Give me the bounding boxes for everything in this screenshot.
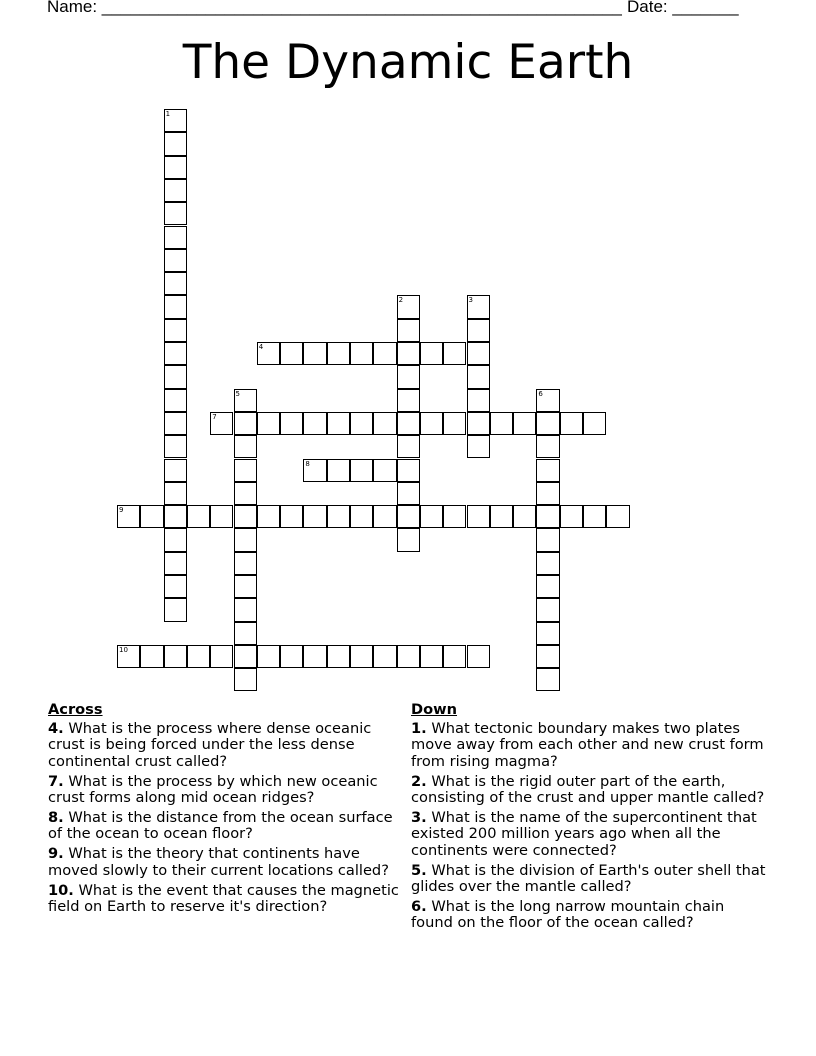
grid-cell[interactable] — [164, 132, 187, 155]
grid-cell[interactable] — [583, 505, 606, 528]
grid-cell[interactable] — [420, 505, 443, 528]
grid-cell[interactable] — [373, 459, 396, 482]
clue-number: 4 — [258, 343, 264, 351]
grid-cell[interactable] — [234, 435, 257, 458]
grid-cell[interactable] — [210, 412, 233, 435]
clue-across: 4. What is the process where dense oceanic crust is being forced under the less dense continental crust called? — [48, 720, 372, 770]
grid-cell[interactable] — [397, 482, 420, 505]
grid-cell[interactable] — [467, 435, 490, 458]
grid-cell[interactable] — [210, 645, 233, 668]
clue-number: 8 — [305, 459, 310, 468]
clue-number: 3 — [468, 296, 473, 305]
grid-cell[interactable] — [513, 505, 536, 528]
grid-cell[interactable] — [327, 505, 350, 528]
grid-cell[interactable] — [536, 598, 559, 621]
clue-number: 5 — [235, 389, 240, 398]
grid-cell[interactable] — [536, 575, 559, 598]
grid-cell[interactable] — [234, 482, 257, 505]
grid-cell[interactable] — [327, 342, 350, 365]
grid-cell[interactable] — [164, 272, 187, 295]
grid-cell[interactable] — [164, 179, 187, 202]
grid-cell[interactable] — [536, 528, 559, 551]
grid-cell[interactable] — [373, 342, 396, 365]
grid-cell[interactable] — [234, 575, 257, 598]
grid-cell[interactable] — [467, 319, 490, 342]
grid-cell[interactable] — [164, 249, 187, 272]
grid-cell[interactable] — [467, 645, 490, 668]
grid-cell[interactable] — [187, 505, 210, 528]
clue-down: 3. What is the name of the supercontinent that existed 200 million years ago when all the continents were connected? — [411, 809, 757, 859]
grid-cell[interactable] — [164, 156, 187, 179]
grid-cell[interactable] — [164, 459, 187, 482]
grid-cell[interactable] — [164, 645, 187, 668]
grid-cell[interactable] — [536, 435, 559, 458]
grid-cell[interactable] — [443, 505, 466, 528]
grid-cell[interactable] — [164, 365, 187, 388]
grid-cell[interactable] — [373, 645, 396, 668]
grid-cell[interactable] — [536, 645, 559, 668]
grid-cell[interactable] — [303, 645, 326, 668]
clue-across: 9. What is the theory that continents have moved slowly to their current locations called? — [48, 845, 389, 879]
grid-cell[interactable] — [164, 319, 187, 342]
grid-cell[interactable] — [536, 482, 559, 505]
grid-cell[interactable] — [420, 412, 443, 435]
grid-cell[interactable] — [467, 505, 490, 528]
grid-cell[interactable] — [164, 342, 187, 365]
grid-cell[interactable] — [327, 645, 350, 668]
grid-cell[interactable] — [117, 645, 140, 668]
grid-cell[interactable] — [303, 459, 326, 482]
grid-cell[interactable] — [490, 505, 513, 528]
clue-number: 1 — [165, 110, 171, 118]
grid-cell[interactable] — [164, 389, 187, 412]
clue-down: 2. What is the rigid outer part of the earth, consisting of the crust and upper mantle called? — [411, 772, 765, 806]
grid-cell[interactable] — [303, 505, 326, 528]
grid-cell[interactable] — [280, 505, 303, 528]
name-field-label[interactable]: Name: _______________________________________________________ — [47, 0, 622, 16]
grid-cell[interactable] — [490, 412, 513, 435]
grid-cell[interactable] — [443, 645, 466, 668]
date-field-label[interactable]: Date: _______ — [627, 0, 739, 16]
grid-cell[interactable] — [397, 505, 420, 528]
grid-cell[interactable] — [164, 109, 187, 132]
grid-cell[interactable] — [164, 598, 187, 621]
clue-number: 7 — [212, 412, 217, 421]
grid-cell[interactable] — [164, 482, 187, 505]
grid-cell[interactable] — [164, 412, 187, 435]
down-heading: Down — [411, 701, 458, 718]
grid-cell[interactable] — [536, 552, 559, 575]
grid-cell[interactable] — [536, 412, 559, 435]
grid-cell[interactable] — [257, 412, 280, 435]
grid-cell[interactable] — [397, 365, 420, 388]
grid-cell[interactable] — [467, 342, 490, 365]
grid-cell[interactable] — [397, 528, 420, 551]
grid-cell[interactable] — [467, 365, 490, 388]
grid-cell[interactable] — [536, 622, 559, 645]
across-heading: Across — [48, 701, 103, 718]
clue-across: 8. What is the distance from the ocean surface of the ocean to ocean floor? — [48, 809, 393, 843]
clue-number: 10 — [119, 645, 128, 654]
grid-cell[interactable] — [140, 505, 163, 528]
grid-cell[interactable] — [234, 622, 257, 645]
grid-cell[interactable] — [420, 342, 443, 365]
grid-cell[interactable] — [187, 645, 210, 668]
grid-cell[interactable] — [234, 528, 257, 551]
grid-cell[interactable] — [350, 459, 373, 482]
grid-cell[interactable] — [210, 505, 233, 528]
grid-cell[interactable] — [234, 389, 257, 412]
grid-cell[interactable] — [443, 412, 466, 435]
grid-cell[interactable] — [257, 505, 280, 528]
grid-cell[interactable] — [397, 319, 420, 342]
clue-across: 10. What is the event that causes the magnetic field on Earth to reserve it's direction? — [48, 881, 399, 916]
grid-cell[interactable] — [234, 552, 257, 575]
grid-cell[interactable] — [467, 412, 490, 435]
across-clues — [48, 701, 400, 919]
grid-cell[interactable] — [397, 389, 420, 412]
grid-cell[interactable] — [397, 342, 420, 365]
grid-cell[interactable] — [350, 505, 373, 528]
down-clues — [411, 701, 769, 936]
clue-number: 6 — [538, 389, 543, 398]
grid-cell[interactable] — [140, 645, 163, 668]
grid-cell[interactable] — [234, 412, 257, 435]
grid-cell[interactable] — [560, 412, 583, 435]
grid-cell[interactable] — [443, 342, 466, 365]
grid-cell[interactable] — [280, 412, 303, 435]
grid-cell[interactable] — [373, 412, 396, 435]
grid-cell[interactable] — [234, 505, 257, 528]
grid-cell[interactable] — [164, 295, 187, 318]
grid-cell[interactable] — [397, 412, 420, 435]
grid-cell[interactable] — [234, 598, 257, 621]
grid-cell[interactable] — [280, 645, 303, 668]
grid-cell[interactable] — [397, 459, 420, 482]
grid-cell[interactable] — [327, 412, 350, 435]
grid-cell[interactable] — [327, 459, 350, 482]
grid-cell[interactable] — [350, 412, 373, 435]
grid-cell[interactable] — [164, 552, 187, 575]
grid-cell[interactable] — [164, 226, 187, 249]
clue-down: 5. What is the division of Earth's outer shell that glides over the mantle called? — [411, 861, 766, 896]
grid-cell[interactable] — [467, 389, 490, 412]
grid-cell[interactable] — [467, 295, 490, 318]
grid-cell[interactable] — [536, 668, 559, 691]
grid-cell[interactable] — [234, 459, 257, 482]
clue-down: 1. What tectonic boundary makes two plates move away from each other and new crust form from rising magma? — [411, 720, 764, 770]
grid-cell[interactable] — [397, 645, 420, 668]
grid-cell[interactable] — [164, 575, 187, 598]
grid-cell[interactable] — [420, 645, 443, 668]
grid-cell[interactable] — [257, 645, 280, 668]
grid-cell[interactable] — [560, 505, 583, 528]
grid-cell[interactable] — [257, 342, 280, 365]
grid-cell[interactable] — [606, 505, 629, 528]
grid-cell[interactable] — [280, 342, 303, 365]
grid-cell[interactable] — [397, 435, 420, 458]
grid-cell[interactable] — [164, 528, 187, 551]
grid-cell[interactable] — [164, 505, 187, 528]
grid-cell[interactable] — [513, 412, 536, 435]
clue-down: 6. What is the long narrow mountain chain found on the floor of the ocean called? — [411, 898, 725, 932]
grid-cell[interactable] — [303, 342, 326, 365]
grid-cell[interactable] — [117, 505, 140, 528]
grid-cell[interactable] — [303, 412, 326, 435]
clue-number: 9 — [119, 506, 124, 515]
grid-cell[interactable] — [350, 342, 373, 365]
grid-cell[interactable] — [164, 202, 187, 225]
grid-cell[interactable] — [536, 459, 559, 482]
clue-number: 2 — [398, 296, 404, 305]
clue-across: 7. What is the process by which new oceanic crust forms along mid ocean ridges? — [48, 772, 378, 806]
grid-cell[interactable] — [536, 389, 559, 412]
grid-cell[interactable] — [536, 505, 559, 528]
page-title: The Dynamic Earth — [182, 35, 634, 90]
grid-cell[interactable] — [234, 668, 257, 691]
grid-cell[interactable] — [350, 645, 373, 668]
grid-cell[interactable] — [234, 645, 257, 668]
grid-cell[interactable] — [373, 505, 396, 528]
grid-cell[interactable] — [397, 295, 420, 318]
grid-cell[interactable] — [583, 412, 606, 435]
grid-cell[interactable] — [164, 435, 187, 458]
